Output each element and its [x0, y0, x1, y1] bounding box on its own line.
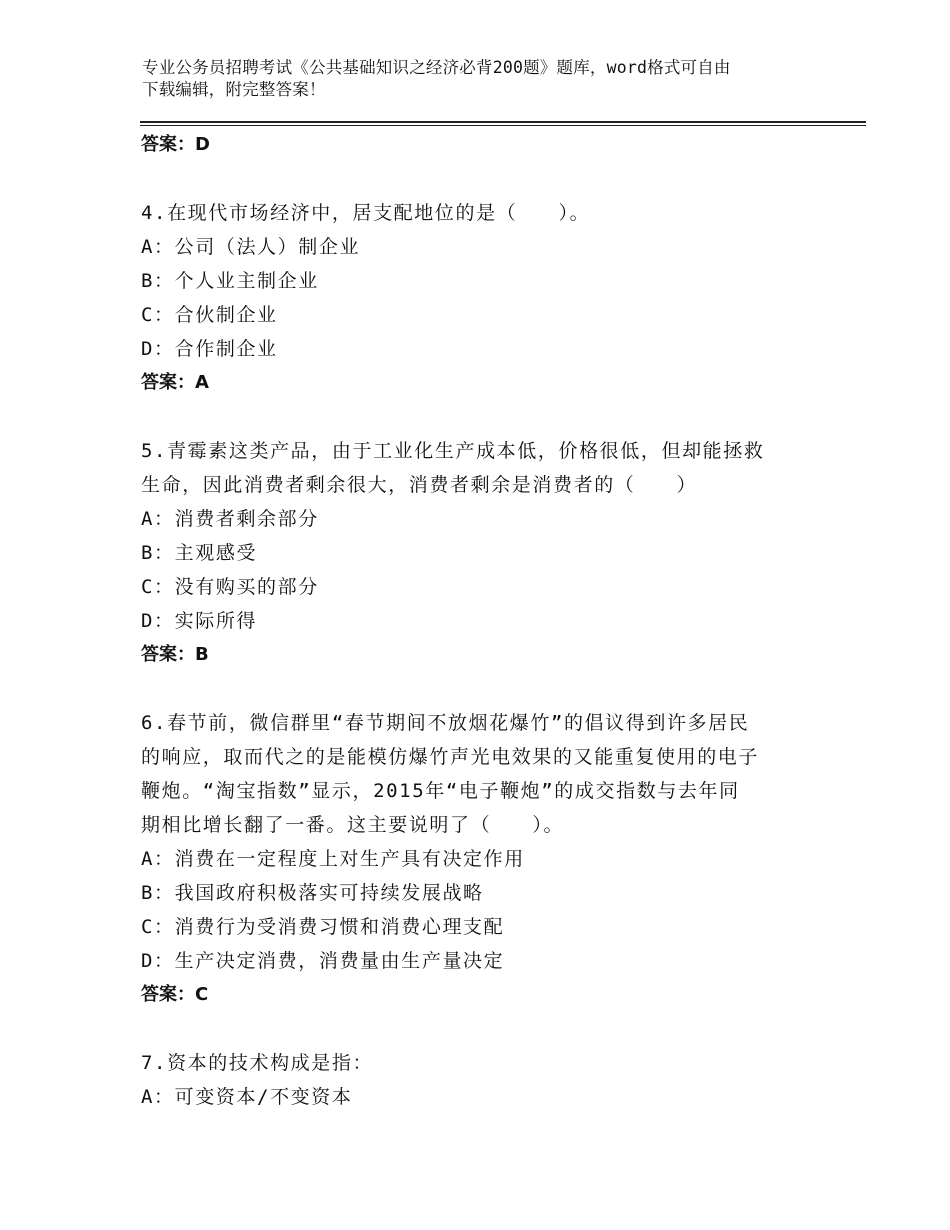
question-stem-line: 期相比增长翻了一番。这主要说明了（ ）。: [141, 814, 565, 836]
header-line-1: 专业公务员招聘考试《公共基础知识之经济必背200题》题库，word格式可自由: [142, 58, 731, 77]
question-stem-line: 生命，因此消费者剩余很大，消费者剩余是消费者的（ ）: [141, 474, 698, 496]
header-line-2: 下载编辑，附完整答案！: [142, 80, 326, 99]
option-c: C：没有购买的部分: [141, 576, 319, 598]
question-stem-line: 7.资本的技术构成是指：: [141, 1052, 374, 1074]
question-6: [141, 706, 841, 1012]
question-7: [141, 1046, 841, 1114]
question-stem-line: 5.青霉素这类产品，由于工业化生产成本低，价格很低，但却能拯救: [141, 440, 765, 462]
question-stem-line: 6.春节前，微信群里“春节期间不放烟花爆竹”的倡议得到许多居民: [141, 712, 750, 734]
option-a: A：公司（法人）制企业: [141, 236, 361, 258]
option-a: A：消费者剩余部分: [141, 508, 319, 530]
question-4: [141, 196, 841, 400]
option-b: B：个人业主制企业: [141, 270, 319, 292]
question-stem-line: 4.在现代市场经济中，居支配地位的是（ ）。: [141, 202, 591, 224]
option-b: B：主观感受: [141, 542, 258, 564]
header-rule-thin: [140, 125, 866, 126]
option-b: B：我国政府积极落实可持续发展战略: [141, 882, 484, 904]
question-list: [141, 128, 841, 1114]
option-d: D：实际所得: [141, 610, 258, 632]
answer-label: 答案：A: [141, 372, 209, 393]
question-5: [141, 434, 841, 672]
question-stem-line: 的响应，取而代之的是能模仿爆竹声光电效果的又能重复使用的电子: [141, 746, 760, 768]
question-stem-line: 鞭炮。“淘宝指数”显示，2015年“电子鞭炮”的成交指数与去年同: [141, 780, 740, 802]
option-a: A：可变资本/不变资本: [141, 1086, 353, 1108]
option-d: D：生产决定消费，消费量由生产量决定: [141, 950, 505, 972]
answer-label: 答案：C: [141, 984, 209, 1005]
option-a: A：消费在一定程度上对生产具有决定作用: [141, 848, 525, 870]
document-header: [142, 57, 822, 101]
previous-answer: 答案：D: [141, 134, 210, 155]
option-c: C：合伙制企业: [141, 304, 278, 326]
option-d: D：合作制企业: [141, 338, 278, 360]
answer-label: 答案：B: [141, 644, 209, 665]
option-c: C：消费行为受消费习惯和消费心理支配: [141, 916, 505, 938]
header-rule-thick: [140, 121, 866, 123]
